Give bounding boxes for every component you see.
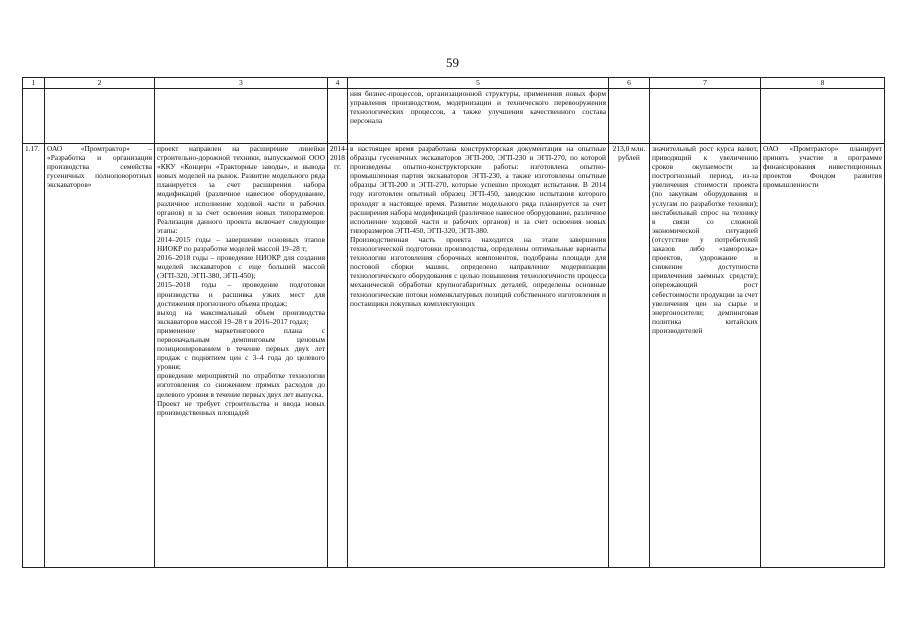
investment-amount: 213,0 млн. рублей: [609, 144, 650, 568]
description-paragraph: выход на максимальный объем производства экскаваторов массой 19–28 т в 2016–2017 годах;: [157, 307, 325, 326]
cont-cell-5: ния бизнес-процессов, организационной структуры, применения новых форм управления производством, модернизации и технического перевооружения технологических процессов, а также улучшения качественного состава персонала: [348, 89, 609, 144]
description-paragraph: применение маркетингового плана с первоначальным демпинговым ценовым позиционированием в течение первых двух лет продаж с поднятием цен с 3–4 года до целевого уровня;: [157, 325, 325, 372]
cont-cell-6: [609, 89, 650, 144]
row-number: 1.17.: [23, 144, 45, 568]
project-name: ОАО «Промтрактор» – «Разработка и организация производства семейства гусеничных полноповоротных экскаваторов»: [45, 144, 155, 568]
header-col-7: 7: [650, 78, 761, 89]
header-col-1: 1: [23, 78, 45, 89]
description-paragraph: 2014–2015 годы – завершение основных этапов НИОКР по разработке моделей массой 19–28 т;: [157, 234, 325, 254]
project-description: [155, 144, 328, 568]
cont-cell-3: [155, 89, 328, 144]
header-col-5: 5: [348, 78, 609, 89]
page-number: 59: [446, 55, 459, 70]
cont-cell-4: [328, 89, 348, 144]
header-col-2: 2: [45, 78, 155, 89]
cont-cell-2: [45, 89, 155, 144]
project-status: [348, 144, 609, 568]
description-paragraph: 2015–2018 годы – проведение подготовки производства и расшивка узких мест для достижения прогнозного объема продаж;: [157, 280, 325, 308]
continuation-row: [23, 89, 885, 144]
description-paragraph: Проект не требует строительства и ввода новых производственных площадей: [157, 398, 325, 417]
header-col-4: 4: [328, 78, 348, 89]
table-row: [23, 144, 885, 568]
project-table: [22, 77, 885, 568]
status-paragraph: в настоящее время разработана конструкторская документация на опытные образцы гусеничных экскаваторов ЭГП-200, ЭГП-230 и ЭГП-270, по которой произведены опытно-конструкторские работы: изготовлена опытно-промышленная партия экскаваторов ЭГП-230, а также изготовлены опытные образцы ЭГП-200 и ЭГП-270, которые успешно проходят испытания. В 2014 году изготовлен опытный образец ЭГП-450, заводские испытания которого проходят в настоящее время. Развитие модельного ряда планируется за счет расширения набора модификаций (различное навесное оборудование, различное исполнение ходовой части и рабочих органов) и за счет освоения новых типоразмеров ЭГП-450, ЭГП-320, ЭГП-380.: [350, 144, 606, 235]
project-years: 2014–2018 гг.: [328, 144, 348, 568]
header-col-3: 3: [155, 78, 328, 89]
description-paragraph: проведение мероприятий по отработке технологии изготовления со снижением прямых расходов до целевого уровня в течение первых двух лет выпуска.: [157, 371, 325, 399]
description-paragraph: 2016–2018 годы – проведение НИОКР для создания моделей экскаваторов с еще большей массой (ЭГП-320, ЭГП-380, ЭГП-450);: [157, 253, 325, 281]
header-col-6: 6: [609, 78, 650, 89]
cont-cell-1: [23, 89, 45, 144]
cont-cell-8: [761, 89, 885, 144]
cont-cell-7: [650, 89, 761, 144]
description-paragraph: проект направлен на расширение линейки строительно-дорожной техники, выпускаемой ООО «ККУ «Концерн «Тракторные заводы», и вывода новых моделей на рынок. Развитие модельного ряда планируется за счет расширения набора модификаций (различное навесное оборудование, различное исполнение ходовой части и рабочих органов) и за счет освоения новых типоразмеров. Реализация данного проекта включает следующие этапы:: [157, 144, 325, 235]
header-row: [23, 78, 885, 89]
header-col-8: 8: [761, 78, 885, 89]
status-paragraph: Производственная часть проекта находится на этапе завершения технологической подготовки производства, определены оптимальные варианты технологии изготовления сборочных компонентов, подобраны площади для постовой сборки машин, определено направление модернизации технологического оборудования с целью повышения технологичности процесса механической обработки крупногабаритных деталей, определены основные технологические потоки номенклатурных позиций собственного изготовления и поставщики покупных комплектующих: [350, 234, 606, 308]
project-notes: ОАО «Промтрактор» планирует принять участие в программе финансирования инвестиционных проектов Фондом развития промышленности: [761, 144, 885, 568]
project-risks: значительный рост курса валют, приводящий к увеличению сроков окупаемости за построгнозный период, из-за увеличения стоимости проекта (по закупкам оборудования и услугам по разработке техники); нестабильный спрос на технику в связи со сложной экономической ситуацией (отсутствие у потребителей заказов либо «заморозка» проектов, удорожание и снижение доступности привлечения заемных средств); опережающий рост себестоимости продукции за счет увеличения цен на сырье и энергоносители; демпинговая политика китайских производителей: [650, 144, 761, 568]
